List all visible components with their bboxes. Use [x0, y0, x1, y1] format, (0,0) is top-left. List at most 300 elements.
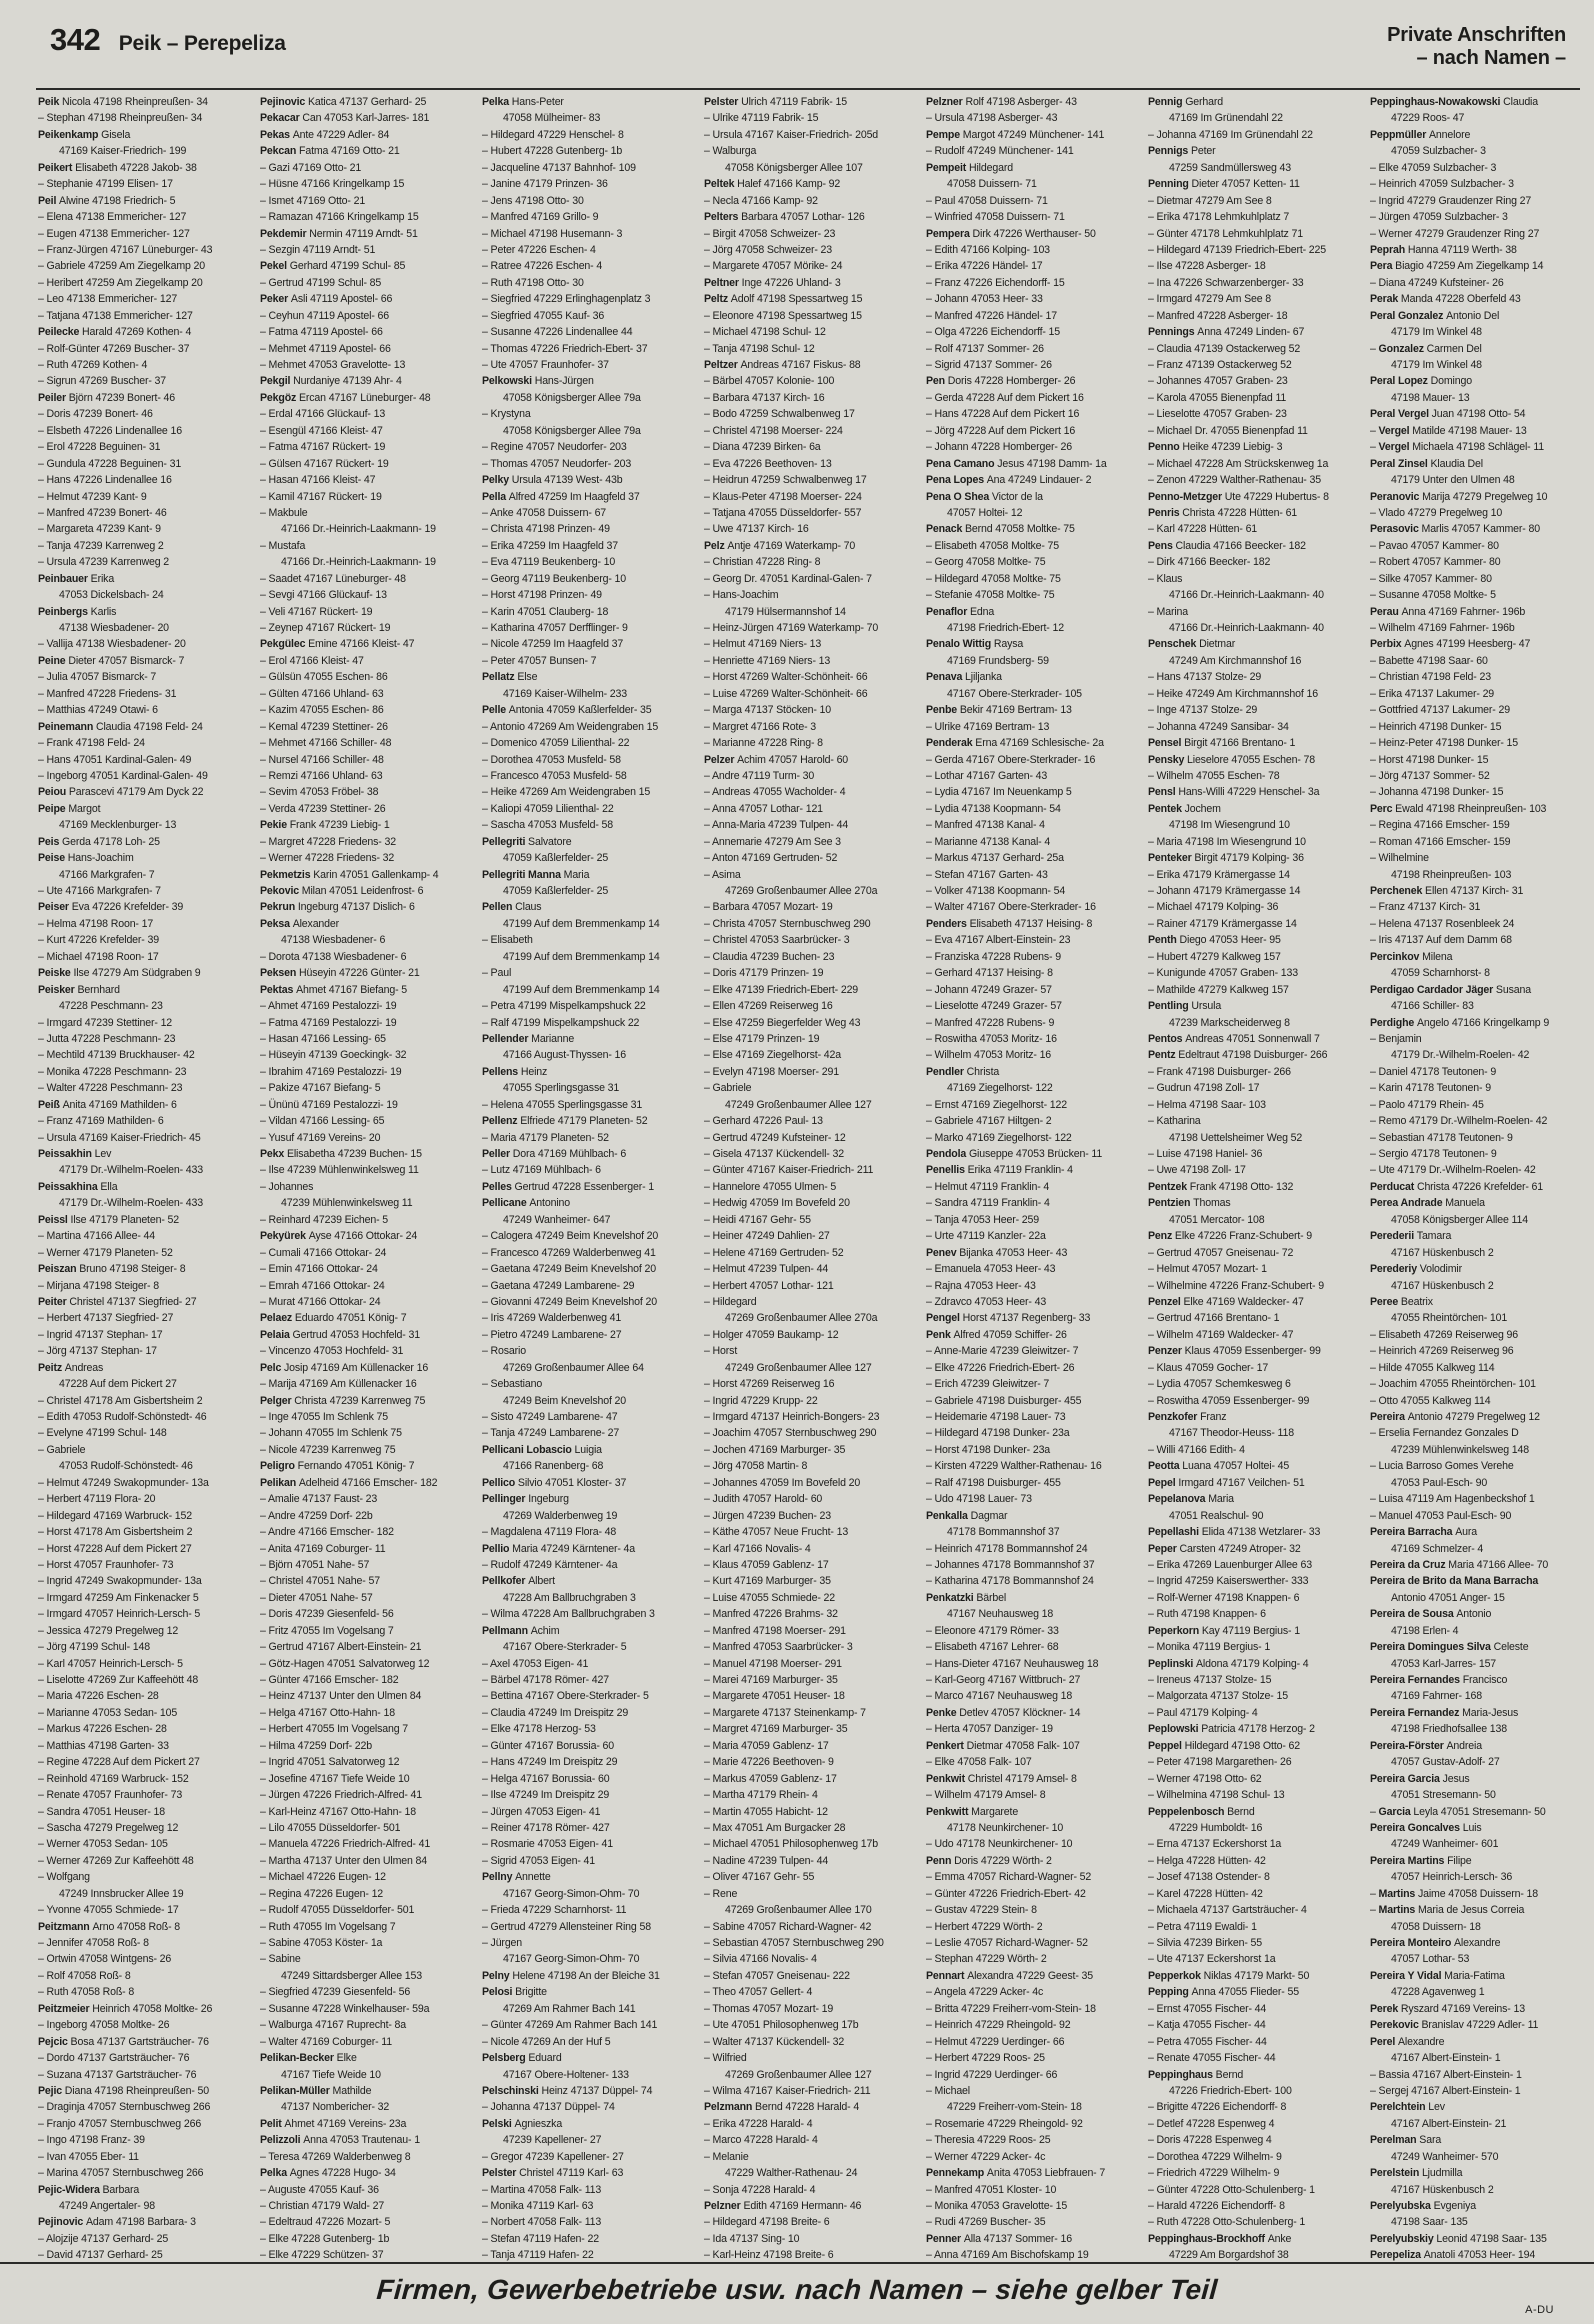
directory-entry: Peltner Inge 47226 Uhland- 3 [704, 276, 841, 289]
directory-entry: 47269 Walderbenweg 19 [503, 1509, 618, 1522]
directory-entry: – Elisabeth 47058 Moltke- 75 [926, 539, 1060, 552]
directory-entry: – Michaela 47137 Gartsträucher- 4 [1148, 1904, 1307, 1917]
directory-entry: – Johann 47249 Grazer- 57 [926, 983, 1052, 996]
directory-entry: – Johann 47179 Krämergasse 14 [1148, 885, 1301, 897]
directory-entry: – Hans-Joachim [704, 589, 779, 602]
directory-entry: – Sevgi 47166 Glückauf- 13 [260, 589, 387, 602]
directory-entry: Penno-Metzger Ute 47229 Hubertus- 8 [1148, 490, 1329, 503]
directory-entry: 47053 Paul-Esch- 90 [1391, 1476, 1488, 1489]
entry-surname: Perea Andrade [1370, 1197, 1446, 1210]
directory-entry: – Jennifer 47058 Roß- 8 [38, 1937, 149, 1949]
entry-surname: Pellegriti [482, 835, 529, 848]
directory-entry: Peikert Elisabeth 47228 Jakob- 38 [38, 161, 197, 174]
directory-entry: Percinkov Milena [1370, 950, 1453, 963]
entry-surname: Pepping [1148, 1986, 1192, 1999]
directory-entry: – Jürgen [482, 1937, 523, 1949]
entry-surname: Penth [1148, 934, 1180, 947]
directory-entry: – Inge 47137 Stolze- 29 [1148, 704, 1258, 717]
directory-entry: – Liselotte 47269 Zur Kaffeehött 48 [38, 1674, 199, 1686]
directory-entry: – Cumali 47166 Ottokar- 24 [260, 1246, 387, 1259]
directory-entry: – Michael [926, 2084, 971, 2097]
directory-entry: Pejic-Widera Barbara [38, 2183, 140, 2196]
directory-entry: – Walter 47169 Coburger- 11 [260, 2035, 392, 2048]
directory-entry: Peller Dora 47169 Mühlbach- 6 [482, 1148, 627, 1160]
directory-entry: Pekx Elisabetha 47239 Buchen- 15 [260, 1148, 422, 1160]
directory-entry: 47053 Karl-Jarres- 157 [1391, 1657, 1497, 1670]
directory-entry: Pensky Lieselore 47055 Eschen- 78 [1148, 753, 1316, 766]
entry-surname: Peiß [38, 1098, 63, 1111]
directory-entry: Pellinger Ingeburg [482, 1493, 569, 1506]
entry-surname: Pelzner [704, 2200, 744, 2212]
directory-entry: – Remo 47179 Dr.-Wilhelm-Roelen- 42 [1370, 1115, 1548, 1128]
directory-entry: 47167 Hüskenbusch 2 [1391, 2183, 1494, 2196]
directory-entry: 47167 Obere-Holtener- 133 [503, 2068, 629, 2081]
directory-entry: – Rene [704, 1887, 738, 1900]
entry-surname: Peiter [38, 1295, 70, 1308]
directory-entry: – Johanna 47169 Im Grünendahl 22 [1148, 128, 1313, 141]
directory-entry: 47249 Großenbaumer Allee 127 [725, 1361, 872, 1374]
directory-entry: Pellkofer Albert [482, 1575, 555, 1588]
directory-entry: – Emrah 47166 Ottokar- 24 [260, 1279, 385, 1292]
directory-entry: – Gabriele 47167 Hiltgen- 2 [926, 1115, 1052, 1128]
directory-entry: – Herbert 47055 Im Vogelsang 7 [260, 1723, 409, 1736]
directory-entry: Pempera Dirk 47226 Werthauser- 50 [926, 227, 1096, 240]
directory-entry: – Helma 47198 Saar- 103 [1148, 1098, 1266, 1111]
entry-surname: Pelsberg [482, 2052, 529, 2065]
directory-entry: Pelters Barbara 47057 Lothar- 126 [704, 211, 865, 224]
directory-entry: – Franz 47169 Mathilden- 6 [38, 1115, 164, 1128]
directory-entry: – Georg Dr. 47051 Kardinal-Galen- 7 [704, 572, 872, 585]
directory-entry: – Götz-Hagen 47051 Salvatorweg 12 [260, 1657, 430, 1670]
directory-entry: – Klaus 47059 Gocher- 17 [1148, 1361, 1269, 1374]
directory-entry: – Walburga 47167 Ruprecht- 8a [260, 2019, 407, 2032]
directory-entry: Perelman Sara [1370, 2134, 1442, 2147]
directory-entry: – Karin 47051 Clauberg- 18 [482, 605, 609, 618]
directory-entry: – Gertrud 47166 Brentano- 1 [1148, 1312, 1280, 1325]
directory-entry: – Horst 47057 Fraunhofer- 73 [38, 1558, 174, 1571]
directory-entry: Peipe Margot [38, 802, 101, 815]
header-rule [36, 88, 1580, 90]
directory-entry: 47166 Dr.-Heinrich-Laakmann- 40 [1169, 589, 1324, 602]
directory-entry: – Leo 47138 Emmericher- 127 [38, 293, 178, 306]
directory-entry: – Doris 47228 Espenweg 4 [1148, 2134, 1272, 2147]
directory-entry: – Ismet 47169 Otto- 21 [260, 194, 366, 207]
directory-entry: – Winfried 47058 Duissern- 71 [926, 211, 1065, 224]
directory-entry: – Eleonore 47179 Römer- 33 [926, 1624, 1059, 1637]
directory-entry: Pentzek Frank 47198 Otto- 132 [1148, 1180, 1294, 1193]
directory-entry: – Ingrid 47259 Kaiserswerther- 333 [1148, 1575, 1309, 1588]
directory-entry: – Hans 47051 Kardinal-Galen- 49 [38, 753, 192, 766]
directory-entry: – Hasan 47166 Lessing- 65 [260, 1032, 386, 1045]
directory-entry: – Helmut 47239 Kant- 9 [38, 490, 147, 503]
entry-surname: Pelizzoli [260, 2134, 304, 2147]
directory-entry: – Josef 47138 Ostender- 8 [1148, 1871, 1270, 1884]
directory-entry: 47269 Großenbaumer Allee 170 [725, 1904, 872, 1917]
directory-entry: – Reinhard 47239 Eichen- 5 [260, 1213, 389, 1226]
directory-entry: – Ute 47137 Eckershorst 1a [1148, 1953, 1276, 1966]
entry-surname: Pempera [926, 227, 973, 240]
entry-surname: Pelit [260, 2117, 285, 2130]
directory-entry: – Verda 47239 Stettiner- 26 [260, 802, 386, 815]
directory-entry: – Elke 47228 Gutenberg- 1b [260, 2232, 390, 2245]
directory-entry: – Alojzije 47137 Gerhard- 25 [38, 2232, 169, 2245]
directory-entry: – Sisto 47249 Lambarene- 47 [482, 1411, 618, 1423]
directory-entry: – Auguste 47055 Kauf- 36 [260, 2183, 379, 2196]
directory-entry: – Hüsne 47166 Kringelkamp 15 [260, 178, 405, 191]
directory-entry: – Joachim 47057 Sternbuschweg 290 [704, 1427, 877, 1440]
directory-entry: Perepeliza Anatoli 47053 Heer- 194 [1370, 2249, 1536, 2262]
directory-entry: 47239 Mühlenwinkelsweg 148 [1391, 1443, 1530, 1456]
entry-surname: Peiske [38, 967, 74, 980]
directory-entry: – Asima [704, 868, 741, 881]
entry-surname: Pelster [482, 2167, 520, 2180]
directory-entry: Penkwitt Margarete [926, 1805, 1019, 1818]
entry-surname: Penaflor [926, 605, 970, 618]
directory-entry: – Christian 47179 Wald- 27 [260, 2200, 385, 2212]
directory-entry: – Zdravco 47053 Heer- 43 [926, 1295, 1047, 1308]
directory-entry: 47167 Hüskenbusch 2 [1391, 1246, 1494, 1259]
directory-entry: – Ursula 47239 Karrenweg 2 [38, 556, 169, 569]
directory-entry: – Thomas 47057 Neudorfer- 203 [482, 457, 632, 470]
directory-entry: 47169 Kaiser-Friedrich- 199 [59, 145, 187, 158]
directory-entry: – Irmgard 47259 Am Finkenacker 5 [38, 1591, 199, 1604]
entry-surname: Pempeit [926, 161, 969, 174]
entry-surname: Peppel [1148, 1739, 1185, 1752]
directory-entry: Pelikan-Müller Mathilde [260, 2084, 372, 2097]
directory-entry: Perchenek Ellen 47137 Kirch- 31 [1370, 885, 1524, 897]
directory-entry: – Willi 47166 Edith- 4 [1148, 1443, 1245, 1456]
directory-entry: – Doris 47179 Prinzen- 19 [704, 967, 824, 980]
directory-entry: Pereira Goncalves Luis [1370, 1821, 1482, 1834]
directory-entry: – Christel 47178 Am Gisbertsheim 2 [38, 1394, 203, 1407]
directory-entry: Peotta Luana 47057 Holtei- 45 [1148, 1460, 1290, 1473]
directory-entry: – Günter 47228 Otto-Schulenberg- 1 [1148, 2183, 1315, 2196]
directory-entry: Pepel Irmgard 47167 Veilchen- 51 [1148, 1476, 1305, 1489]
entry-surname: Peplowski [1148, 1723, 1202, 1736]
entry-surname: Pennigs [1148, 145, 1191, 158]
entry-surname: Peisker [38, 983, 78, 996]
entry-surname: Pentling [1148, 1000, 1192, 1013]
directory-entry: Penkert Dietmar 47058 Falk- 107 [926, 1739, 1080, 1752]
entry-surname: Peltz [704, 293, 731, 306]
directory-entry: – Karl-Heinz 47167 Otto-Hahn- 18 [260, 1805, 416, 1818]
entry-surname: Penzer [1148, 1345, 1185, 1358]
directory-entry: – Jürgen 47059 Sulzbacher- 3 [1370, 211, 1508, 224]
directory-entry: – Heike 47249 Am Kirchmannshof 16 [1148, 687, 1318, 700]
directory-entry: – Theo 47057 Gellert- 4 [704, 1986, 813, 1999]
directory-entry: – Franz 47226 Eichendorff- 15 [926, 276, 1065, 289]
directory-entry: – Franz-Jürgen 47167 Lüneburger- 43 [38, 243, 213, 256]
entry-surname: Peppmüller [1370, 128, 1429, 141]
directory-entry: – Marija 47169 Am Küllenacker 16 [260, 1378, 417, 1391]
directory-entry: – Evelyne 47199 Schul- 148 [38, 1427, 167, 1440]
directory-entry: Pentos Andreas 47051 Sonnenwall 7 [1148, 1032, 1320, 1045]
directory-entry: – Erika 47178 Lehmkuhlplatz 7 [1148, 211, 1290, 224]
directory-entry: 47058 Königsberger Allee 114 [1391, 1213, 1528, 1226]
directory-entry: Penellis Erika 47119 Franklin- 4 [926, 1164, 1073, 1177]
directory-entry: Perbix Agnes 47199 Heesberg- 47 [1370, 638, 1531, 651]
directory-entry: 47198 Mauer- 13 [1391, 391, 1470, 404]
directory-entry: – Hildegard 47198 Breite- 6 [704, 2216, 830, 2229]
directory-entry: – Renate 47057 Fraunhofer- 73 [38, 1789, 183, 1802]
directory-entry: – Franjo 47057 Sternbuschweg 266 [38, 2117, 202, 2130]
directory-entry: – Katharina 47057 Derfflinger- 9 [482, 622, 628, 634]
directory-entry: – Ulrike 47119 Fabrik- 15 [704, 112, 819, 125]
directory-entry: – Horst 47198 Dunker- 23a [926, 1443, 1051, 1456]
directory-entry: 47198 Uettelsheimer Weg 52 [1169, 1131, 1303, 1144]
directory-entry: Peitzmeier Heinrich 47058 Moltke- 26 [38, 2002, 213, 2015]
directory-entry: 47058 Königsberger Allee 79a [503, 391, 641, 404]
entry-surname: Peppinghaus-Nowakowski [1370, 96, 1504, 108]
entry-surname: Pepelanova [1148, 1493, 1209, 1506]
entry-surname: Peil [38, 194, 60, 207]
directory-entry: – Eva 47226 Beethoven- 13 [704, 457, 832, 470]
entry-surname: Pellicani Lobascio [482, 1443, 575, 1456]
entry-surname: Peksen [260, 967, 299, 980]
directory-entry: – Reinhold 47169 Warbruck- 152 [38, 1772, 189, 1785]
directory-entry: – Erika 47228 Harald- 4 [704, 2117, 813, 2130]
section-header [1387, 24, 1566, 70]
directory-entry: – Gaetana 47249 Beim Knevelshof 20 [482, 1263, 656, 1276]
directory-entry: – Sabine 47057 Richard-Wagner- 42 [704, 1920, 872, 1933]
directory-entry: – Georg 47119 Beukenberg- 10 [482, 572, 627, 585]
entry-surname: Peperkorn [1148, 1624, 1202, 1637]
directory-entry: – Sezgin 47119 Arndt- 51 [260, 243, 376, 256]
directory-entry: – Ireneus 47137 Stolze- 15 [1148, 1674, 1272, 1686]
directory-entry: – Helmut 47169 Niers- 13 [704, 638, 822, 651]
directory-entry: – Jens 47198 Otto- 30 [482, 194, 584, 207]
directory-entry: – Ernst 47055 Fischer- 44 [1148, 2002, 1267, 2015]
entry-surname: Penderak [926, 737, 976, 750]
directory-entry: – Krystyna [482, 408, 531, 421]
entry-surname: Perederiy [1370, 1263, 1420, 1276]
directory-entry: Penkatzki Bärbel [926, 1591, 1007, 1604]
directory-entry: – Katharina [1148, 1115, 1201, 1128]
directory-entry: – Gottfried 47137 Lakumer- 29 [1370, 704, 1510, 717]
directory-entry: – Iris 47269 Walderbenweg 41 [482, 1312, 622, 1325]
directory-entry: – Gülsen 47167 Rückert- 19 [260, 457, 389, 470]
directory-entry: – Bettina 47167 Obere-Sterkrader- 5 [482, 1690, 649, 1703]
directory-entry: 47198 Friedrich-Ebert- 12 [947, 622, 1064, 634]
directory-entry: 47059 Sulzbacher- 3 [1391, 145, 1486, 158]
directory-entry: – Gonzalez Carmen Del [1370, 342, 1482, 355]
entry-surname: Pereira Monteiro [1370, 1937, 1454, 1949]
entry-surname: Penalo Wittig [926, 638, 994, 651]
directory-entry: – Sascha 47279 Pregelweg 12 [38, 1821, 179, 1834]
directory-entry: – Stephan 47229 Wörth- 2 [926, 1953, 1047, 1966]
directory-entry: – Ahmet 47169 Pestalozzi- 19 [260, 1000, 397, 1013]
directory-entry: Pennings Anna 47249 Linden- 67 [1148, 326, 1305, 339]
entry-surname: Perasovic [1370, 523, 1422, 536]
entry-surname: Pellmann [482, 1624, 531, 1637]
directory-entry: – Manuela 47226 Friedrich-Alfred- 41 [260, 1838, 431, 1851]
directory-entry: – Ina 47226 Schwarzenberger- 33 [1148, 276, 1304, 289]
directory-entry: 47167 Tiefe Weide 10 [281, 2068, 381, 2081]
entry-surname: Gonzalez [1378, 342, 1427, 355]
entry-surname: Pelzner [926, 96, 966, 108]
directory-entry: – Dirk 47166 Beecker- 182 [1148, 556, 1271, 569]
directory-entry: – Karl 47228 Hütten- 61 [1148, 523, 1258, 536]
entry-surname: Penzkofer [1148, 1411, 1201, 1423]
directory-entry: – Petra 47199 Mispelkampshuck 22 [482, 1000, 646, 1013]
directory-entry: Pensel Birgit 47166 Brentano- 1 [1148, 737, 1296, 750]
entry-surname: Peitzmeier [38, 2002, 93, 2015]
directory-entry: – Jörg 47199 Schul- 148 [38, 1641, 150, 1654]
directory-entry: Pelsberg Eduard [482, 2052, 562, 2065]
directory-entry: Pekgöz Ercan 47167 Lüneburger- 48 [260, 391, 431, 404]
directory-entry: – Silvia 47239 Birken- 55 [1148, 1937, 1263, 1949]
directory-entry: – Marina 47057 Sternbuschweg 266 [38, 2167, 204, 2180]
directory-entry: – Monika 47053 Gravelotte- 15 [926, 2200, 1068, 2212]
directory-entry: Pelster Christel 47119 Karl- 63 [482, 2167, 624, 2180]
entry-surname: Pelz [704, 539, 728, 552]
directory-entry: Peral Lopez Domingo [1370, 375, 1472, 388]
directory-entry: Pejcic Bosa 47137 Gartsträucher- 76 [38, 2035, 209, 2048]
directory-entry: – Herta 47057 Danziger- 19 [926, 1723, 1053, 1736]
directory-entry: – Gülten 47166 Uhland- 63 [260, 687, 384, 700]
entry-surname: Pereira da Cruz [1370, 1558, 1449, 1571]
directory-entry: – Heike 47269 Am Weidengraben 15 [482, 786, 651, 799]
directory-entry: – Margarete 47137 Steinenkamp- 7 [704, 1706, 866, 1719]
directory-entry: – Doris 47239 Giesenfeld- 56 [260, 1608, 394, 1621]
directory-entry: Pekmetzis Karin 47051 Gallenkamp- 4 [260, 868, 439, 881]
directory-entry: – Oliver 47167 Gehr- 55 [704, 1871, 815, 1884]
entry-surname: Peral Gonzalez [1370, 309, 1447, 322]
directory-entry: Peissl Ilse 47179 Planeten- 52 [38, 1213, 179, 1226]
entry-surname: Peral Vergel [1370, 408, 1432, 421]
directory-entry: 47198 Friedhofsallee 138 [1391, 1723, 1507, 1736]
directory-entry: Pekcan Fatma 47169 Otto- 21 [260, 145, 400, 158]
directory-entry: – Margarete 47057 Mörike- 24 [704, 260, 843, 273]
directory-entry: – Gaetana 47249 Lambarene- 29 [482, 1279, 635, 1292]
directory-entry: – Günter 47167 Borussia- 60 [482, 1739, 614, 1752]
directory-entry: – Eva 47119 Beukenberg- 10 [482, 556, 616, 569]
directory-entry: – Diana 47239 Birken- 6a [704, 441, 821, 454]
directory-entry: – Kamil 47167 Rückert- 19 [260, 490, 382, 503]
directory-entry: – Veli 47167 Rückert- 19 [260, 605, 373, 618]
directory-entry: – Günter 47226 Friedrich-Ebert- 42 [926, 1887, 1086, 1900]
directory-entry: – Udo 47178 Neunkirchener- 10 [926, 1838, 1073, 1851]
entry-surname: Pereira Martins [1370, 1854, 1448, 1867]
entry-surname: Peissakhin [38, 1148, 95, 1160]
directory-entry: Perekovic Branislav 47229 Adler- 11 [1370, 2019, 1539, 2032]
entry-surname: Penbe [926, 704, 960, 717]
directory-entry: Peprah Hanna 47119 Werth- 38 [1370, 243, 1517, 256]
directory-entry: Perc Ewald 47198 Rheinpreußen- 103 [1370, 802, 1547, 815]
directory-entry: – Luisa 47119 Am Hagenbeckshof 1 [1370, 1493, 1535, 1506]
directory-entry: – Regine 47057 Neudorfer- 203 [482, 441, 627, 454]
directory-entry: – Sebastian 47057 Sternbuschweg 290 [704, 1937, 884, 1949]
entry-surname: Percinkov [1370, 950, 1423, 963]
directory-entry: – Remzi 47166 Uhland- 63 [260, 769, 383, 782]
directory-entry: Penteker Birgit 47179 Kolping- 36 [1148, 852, 1304, 865]
directory-entry: 47051 Stresemann- 50 [1391, 1789, 1496, 1802]
directory-entry: Peppinghaus-Nowakowski Claudia [1370, 96, 1538, 108]
directory-entry: – Karin 47178 Teutonen- 9 [1370, 1082, 1491, 1095]
entry-surname: Pelaia [260, 1328, 293, 1341]
directory-entry: – Horst [704, 1345, 738, 1358]
entry-surname: Pekrun [260, 901, 298, 914]
directory-entry: Pellicani Lobascio Luigia [482, 1443, 602, 1456]
entry-surname: Peiser [38, 901, 72, 914]
entry-surname: Peinbergs [38, 605, 91, 618]
entry-surname: Perc [1370, 802, 1396, 815]
directory-entry: – Maria 47059 Gablenz- 17 [704, 1739, 829, 1752]
directory-entry: Peiser Eva 47226 Krefelder- 39 [38, 901, 184, 914]
directory-entry: – Roman 47166 Emscher- 159 [1370, 835, 1511, 848]
directory-entry: – Nicole 47259 Im Haagfeld 37 [482, 638, 624, 651]
entry-surname: Penkert [926, 1739, 967, 1752]
directory-entry: 47198 Rheinpreußen- 103 [1391, 868, 1512, 881]
directory-entry: – Lieselotte 47057 Graben- 23 [1148, 408, 1287, 421]
entry-surname: Pennekamp [926, 2167, 987, 2180]
directory-entry: 47169 Schmelzer- 4 [1391, 1542, 1484, 1555]
entry-surname: Perelman [1370, 2134, 1420, 2147]
entry-surname: Pellens [482, 1065, 521, 1078]
directory-entry: – Christel 47051 Nahe- 57 [260, 1575, 380, 1588]
directory-columns [38, 94, 1590, 2264]
directory-entry: – Rosmarie 47053 Eigen- 41 [482, 1838, 613, 1851]
entry-surname: Peller [482, 1148, 513, 1160]
directory-column-3 [482, 94, 702, 2264]
directory-entry: – Ingrid 47137 Stephan- 17 [38, 1328, 163, 1341]
directory-entry: Penack Bernd 47058 Moltke- 75 [926, 523, 1075, 536]
directory-entry: Pelzmann Bernd 47228 Harald- 4 [704, 2101, 860, 2114]
directory-entry: 47057 Gustav-Adolf- 27 [1391, 1756, 1500, 1769]
directory-entry: – Maria 47226 Eschen- 28 [38, 1690, 159, 1703]
directory-entry: Pepping Anna 47055 Flieder- 55 [1148, 1986, 1299, 1999]
directory-entry: Perelstein Ljudmilla [1370, 2167, 1463, 2180]
directory-entry: – Ingrid 47279 Graudenzer Ring 27 [1370, 194, 1532, 207]
directory-entry: – Wolfgang [38, 1871, 90, 1884]
directory-entry: – Ute 47051 Philosophenweg 17b [704, 2019, 859, 2032]
directory-entry [1370, 1573, 1590, 1589]
entry-surname: Peikenkamp [38, 128, 102, 141]
entry-surname: Pelschinski [482, 2084, 542, 2097]
directory-entry: – Sabine [260, 1953, 301, 1966]
entry-surname: Pella [482, 490, 509, 503]
directory-entry: 47166 Dr.-Heinrich-Laakmann- 19 [281, 523, 436, 536]
directory-entry: 47228 Auf dem Pickert 27 [59, 1378, 177, 1391]
directory-entry: – Edith 47166 Kolping- 103 [926, 243, 1050, 256]
directory-entry: – Diana 47249 Kufsteiner- 26 [1370, 276, 1504, 289]
directory-entry: – Vergel Matilde 47198 Mauer- 13 [1370, 424, 1527, 437]
directory-entry: – Sergej 47167 Albert-Einstein- 1 [1370, 2084, 1521, 2097]
directory-entry: – Doris 47239 Bonert- 46 [38, 408, 153, 421]
entry-surname: Pejinovic [38, 2216, 86, 2229]
directory-entry: 47166 Dr.-Heinrich-Laakmann- 40 [1169, 622, 1324, 634]
directory-entry: – Saadet 47167 Lüneburger- 48 [260, 572, 406, 585]
directory-entry: Penth Diego 47053 Heer- 95 [1148, 934, 1281, 947]
directory-entry: – Paul [482, 967, 512, 980]
directory-entry: – Anna 47057 Lothar- 121 [704, 802, 823, 815]
directory-entry: – Anton 47169 Gertruden- 52 [704, 852, 838, 865]
directory-entry: 47239 Markscheiderweg 8 [1169, 1016, 1290, 1029]
directory-entry: – Lucia Barroso Gomes Verehe [1370, 1460, 1514, 1473]
directory-entry: Pereira Garcia Jesus [1370, 1772, 1470, 1785]
directory-entry: – Anna 47169 Am Bischofskamp 19 [926, 2249, 1089, 2262]
directory-entry: – Heidemarie 47198 Lauer- 73 [926, 1411, 1066, 1423]
directory-entry: – Wilhelm 47055 Eschen- 78 [1148, 769, 1280, 782]
directory-entry: – Johannes 47057 Graben- 23 [1148, 375, 1288, 388]
entry-surname: Peinemann [38, 720, 96, 733]
directory-entry: Pereira de Sousa Antonio [1370, 1608, 1492, 1621]
directory-entry: Peitzmann Arno 47058 Roß- 8 [38, 1920, 180, 1933]
directory-entry: – Stephanie 47199 Elisen- 17 [38, 178, 173, 191]
directory-entry: Peise Hans-Joachim [38, 852, 134, 865]
page-title: Peik – Perepeliza [118, 32, 286, 55]
directory-entry: – Ursula 47198 Asberger- 43 [926, 112, 1058, 125]
